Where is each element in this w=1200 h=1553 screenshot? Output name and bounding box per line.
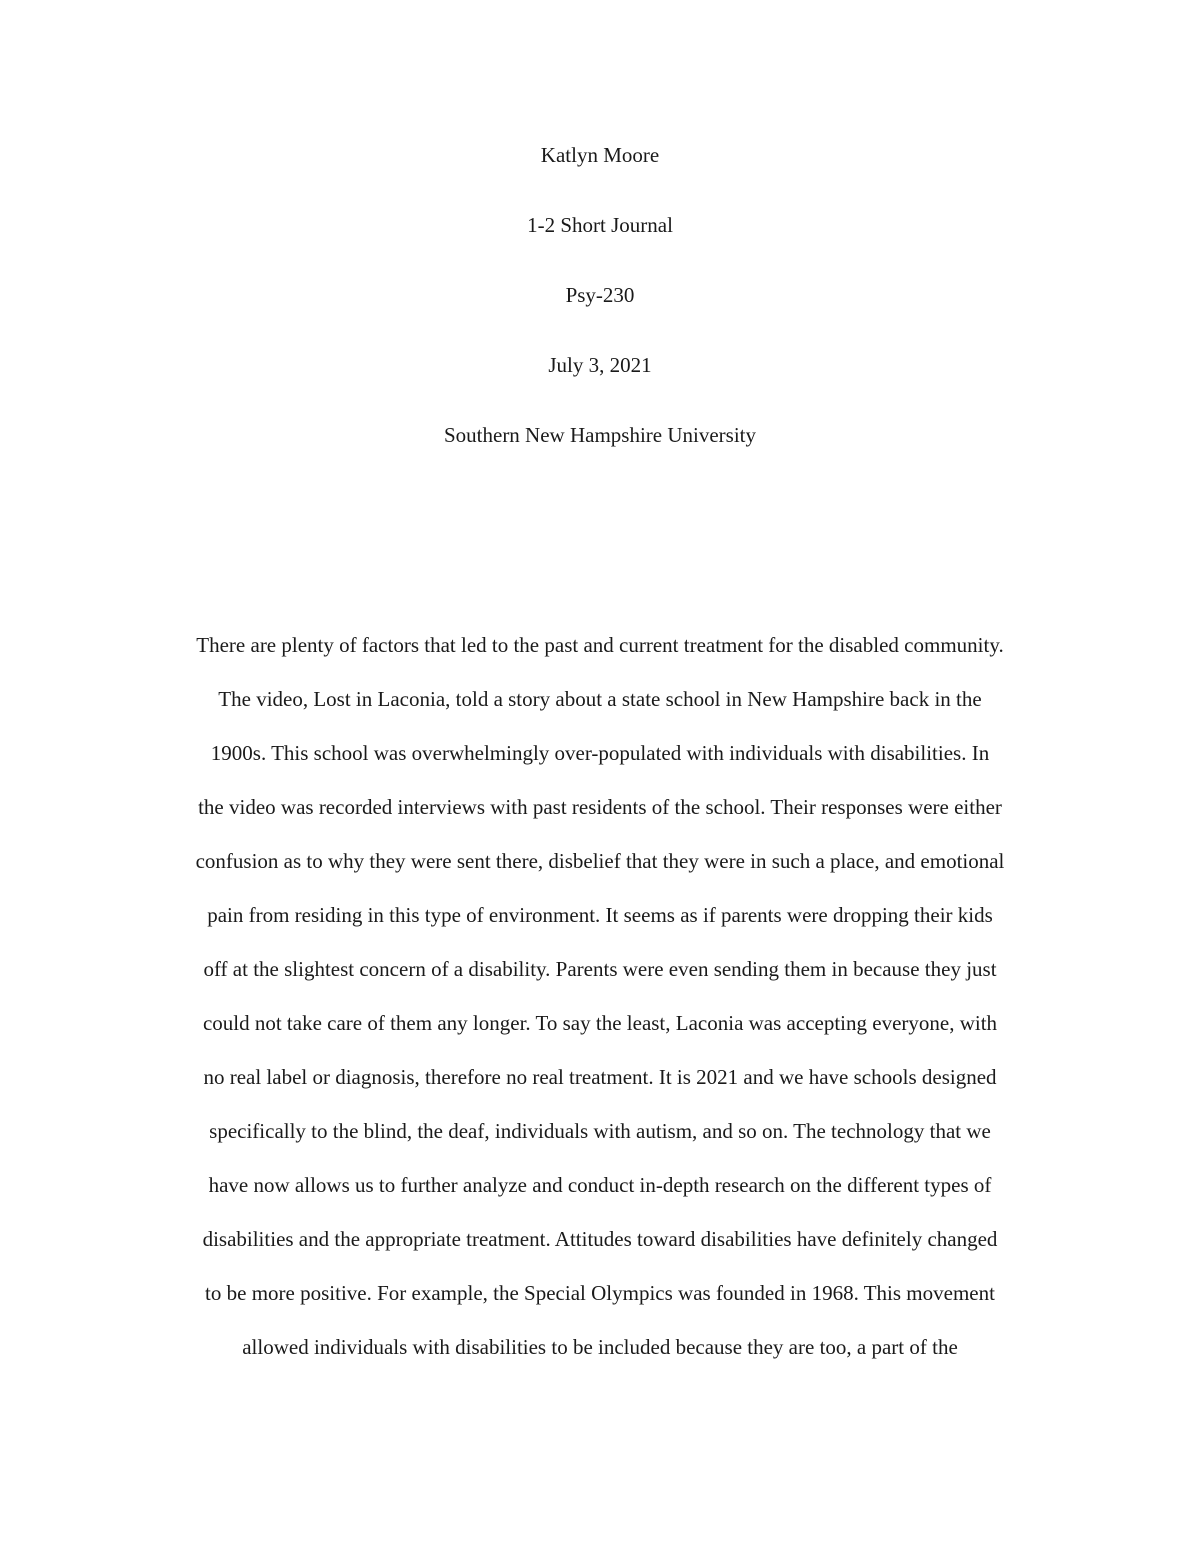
body-line: no real label or diagnosis, therefore no real treatment. It is 2021 and we have schools designed xyxy=(203,1065,997,1089)
body-line: allowed individuals with disabilities to be included because they are too, a part of the xyxy=(242,1335,958,1359)
course-code: Psy-230 xyxy=(565,283,635,307)
body-line: There are plenty of factors that led to the past and current treatment for the disabled community. xyxy=(196,633,1004,657)
body-line: 1900s. This school was overwhelmingly over-populated with individuals with disabilities. In xyxy=(210,741,990,765)
body-line: pain from residing in this type of environment. It seems as if parents were dropping their kids xyxy=(207,903,993,927)
institution-name: Southern New Hampshire University xyxy=(443,423,757,447)
title-block xyxy=(0,138,1200,488)
body-line: have now allows us to further analyze and conduct in-depth research on the different types of xyxy=(208,1173,992,1197)
submission-date: July 3, 2021 xyxy=(548,353,652,377)
body-line: could not take care of them any longer. To say the least, Laconia was accepting everyone, with xyxy=(202,1011,998,1035)
body-line: off at the slightest concern of a disability. Parents were even sending them in because they just xyxy=(203,957,997,981)
body-line: the video was recorded interviews with past residents of the school. Their responses were either xyxy=(198,795,1002,819)
author-name: Katlyn Moore xyxy=(540,143,660,167)
body-line: The video, Lost in Laconia, told a story about a state school in New Hampshire back in the xyxy=(218,687,982,711)
body-line: specifically to the blind, the deaf, individuals with autism, and so on. The technology that we xyxy=(209,1119,991,1143)
body-paragraph xyxy=(0,627,1200,1383)
body-line: disabilities and the appropriate treatment. Attitudes toward disabilities have definitely changed xyxy=(202,1227,998,1251)
body-line: to be more positive. For example, the Special Olympics was founded in 1968. This movement xyxy=(205,1281,995,1305)
assignment-title: 1-2 Short Journal xyxy=(527,213,673,237)
body-line: confusion as to why they were sent there, disbelief that they were in such a place, and emotional xyxy=(195,849,1005,873)
